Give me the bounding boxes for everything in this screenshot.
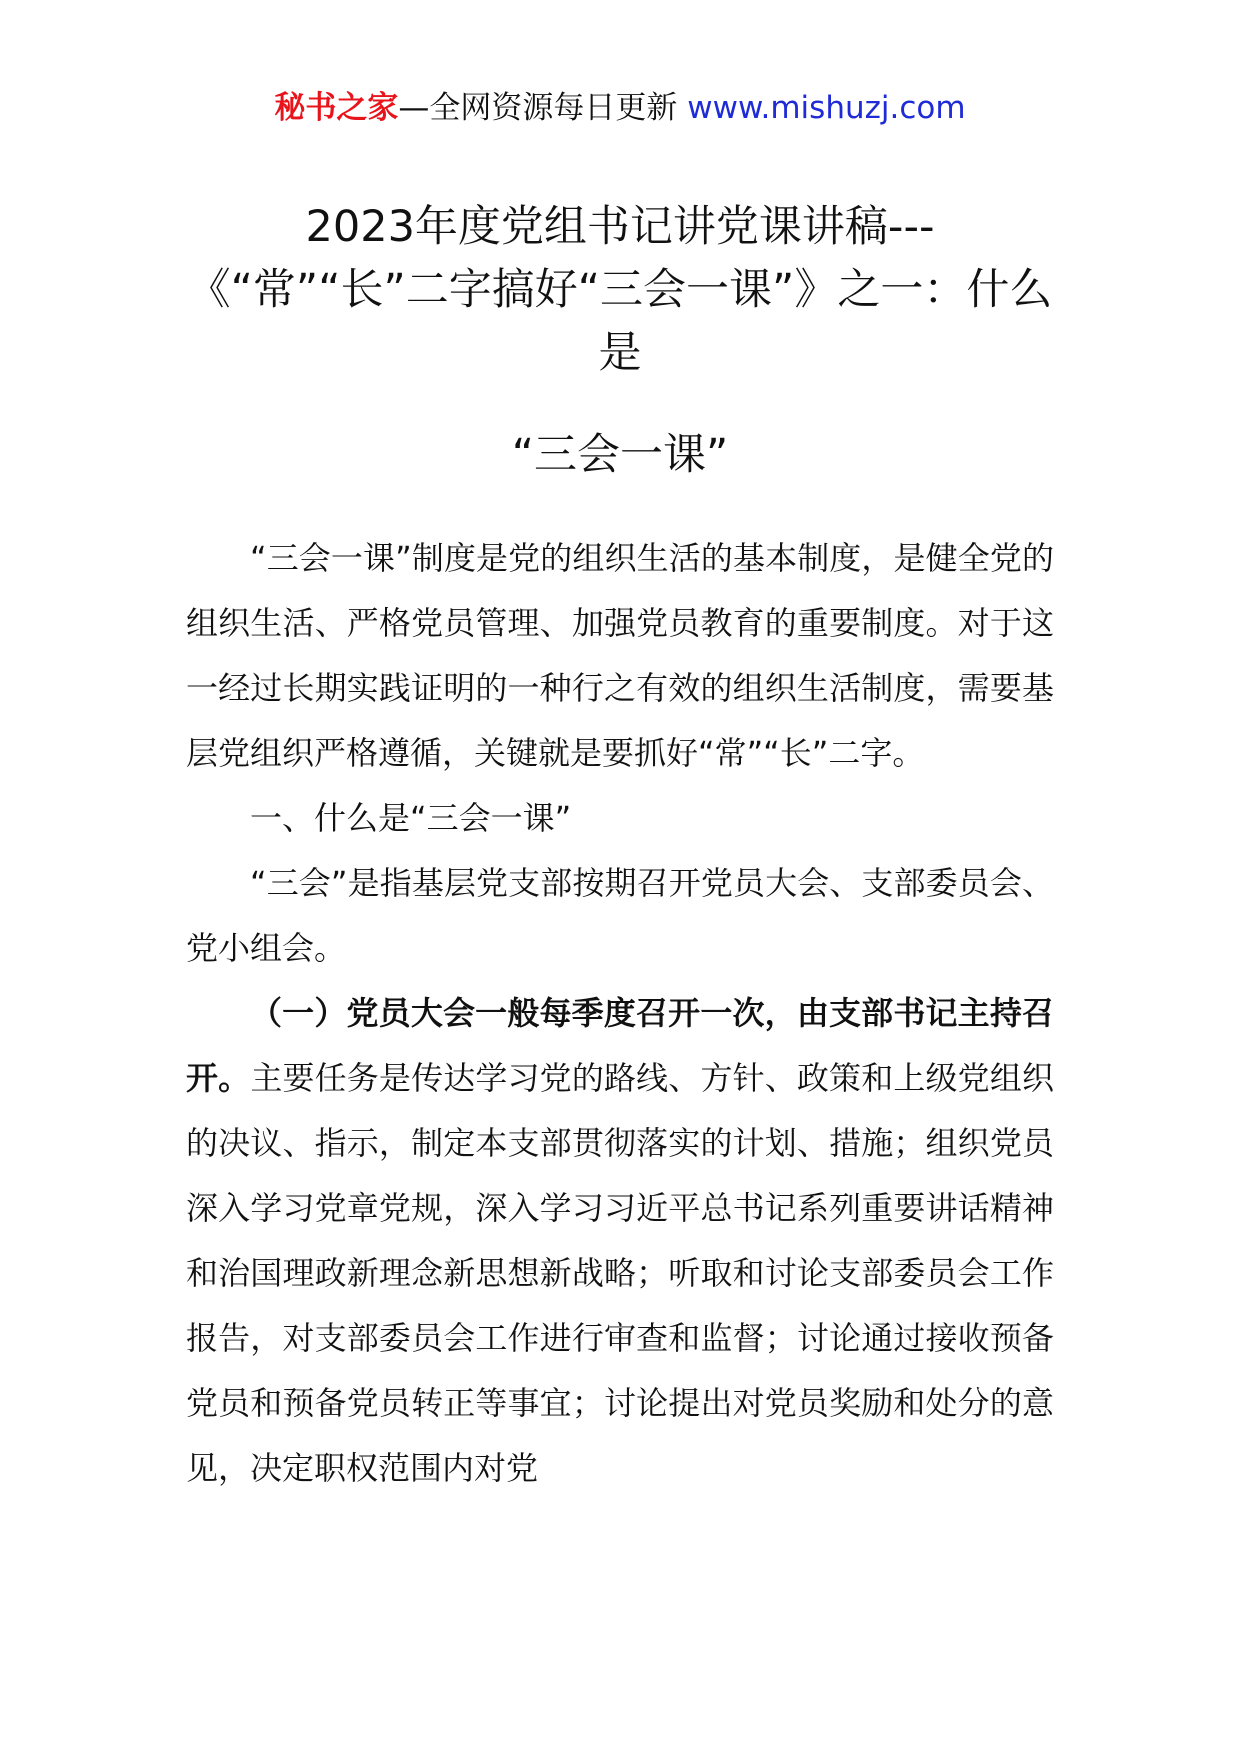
brand-name: 秘书之家 (274, 90, 399, 126)
paragraph-party-congress-text: 主要任务是传达学习党的路线、方针、政策和上级党组织的决议、指示，制定本支部贯彻落实的计划、措施；组织党员深入学习党章党规，深入学习习近平总书记系列重要讲话精神和治国理政新理念新思想新战略；听取和讨论支部委员会工作报告，对支部委员会工作进行审查和监督；讨论通过接收预备党员和预备党员转正等事宜；讨论提出对党员奖励和处分的意见，决定职权范围内对党 (186, 1059, 1054, 1487)
paragraph-intro: “三会一课”制度是党的组织生活的基本制度，是健全党的组织生活、严格党员管理、加强党员教育的重要制度。对于这一经过长期实践证明的一种行之有效的组织生活制度，需要基层党组织严格遵循，关键就是要抓好“常”“长”二字。 (186, 539, 1054, 772)
document-body (186, 526, 1054, 1501)
site-tagline: —全网资源每日更新 (398, 90, 688, 126)
site-header (0, 88, 1240, 128)
site-url-link[interactable]: www.mishuzj.com (687, 90, 966, 126)
paragraph-three-meetings: “三会”是指基层党支部按期召开党员大会、支部委员会、党小组会。 (186, 864, 1054, 967)
document-title: 2023年度党组书记讲党课讲稿---《“常”“长”二字搞好“三会一课”》之一：什么是 (187, 202, 1053, 378)
bold-lead-sentence: （一）党员大会一般每季度召开一次，由支部书记主持召开。 (186, 994, 1054, 1097)
paragraph-party-congress (186, 981, 1054, 1501)
document-subtitle: “三会一课” (511, 430, 729, 480)
section-heading: 一、什么是“三会一课” (250, 799, 572, 837)
